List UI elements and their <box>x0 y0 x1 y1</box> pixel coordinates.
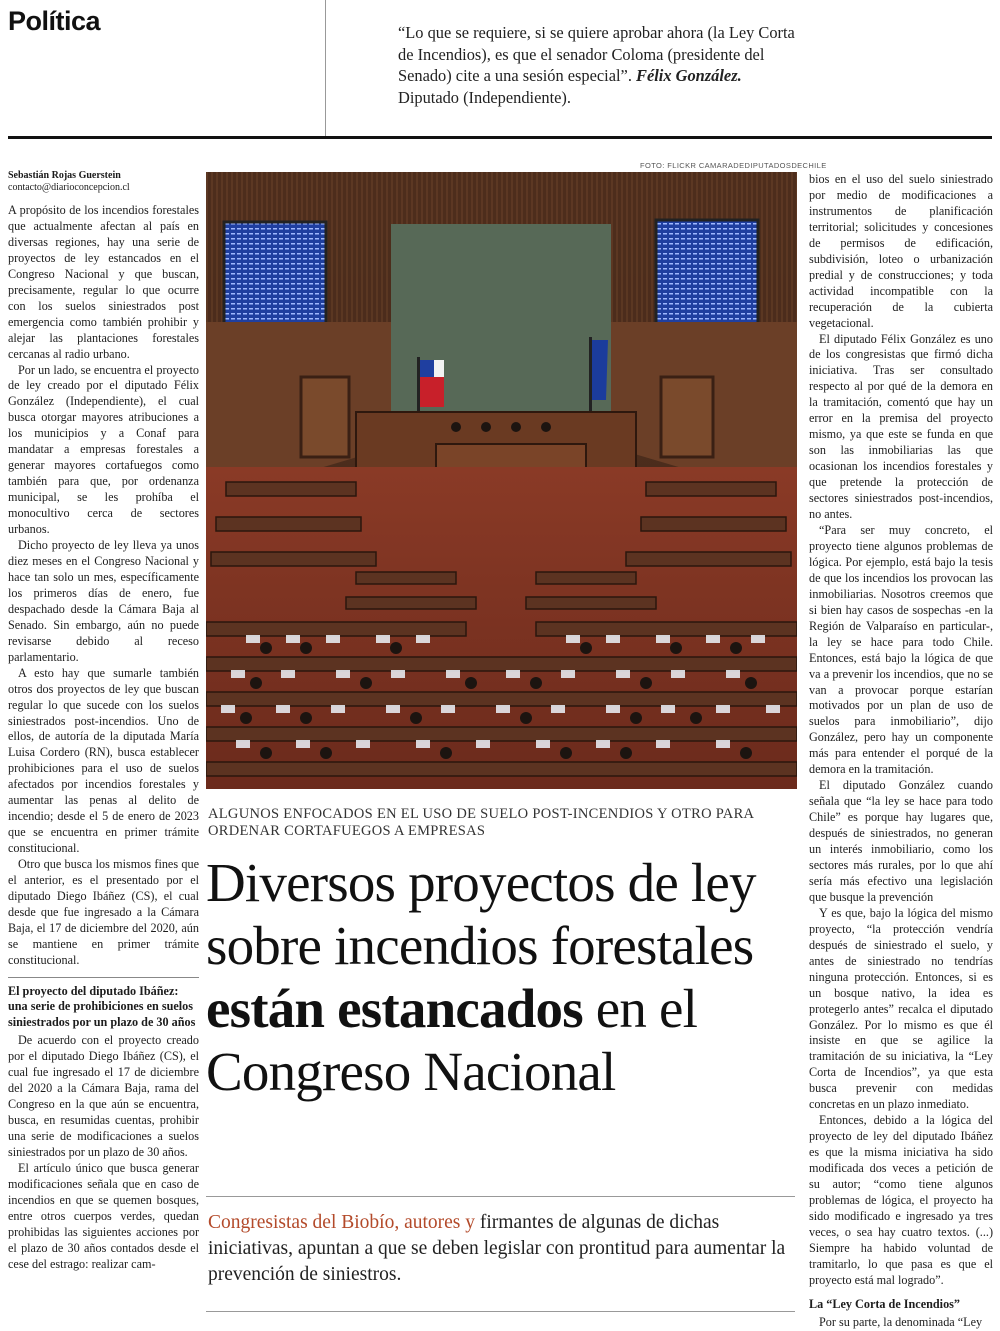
pull-quote-author: Félix González. <box>636 66 742 85</box>
pull-quote <box>398 22 798 108</box>
col1-paragraph: De acuerdo con el proyecto creado por el diputado Diego Ibáñez (CS), el cual fue ingresado el 17 de diciembre del 2020 a la Cámara Baja, rama del Congreso en la que aún se encuentra, busca, en resumidas cuentas, prohibir una serie de modificaciones a suelos siniestrados por un plazo de 30 años. <box>8 1033 199 1159</box>
col1-paragraph: Por un lado, se encuentra el proyecto de ley creado por el diputado Félix González (Independiente), el cual busca otorgar mayores atribuciones a los municipios y a Conaf para mandatar a empresas forestales a generar mayores cortafuegos como también para que, por ordenanza municipal, se les prohíba el monocultivo cerca de sectores urbanos. <box>8 362 199 537</box>
col3-paragraph: “Para ser muy concreto, el proyecto tiene algunos problemas de lógica. Por ejemplo, está bajo la tesis de que los incendios los provocan las inmobiliarias. Nosotros creemos que si bien hay casos de sospechas -en la Región de Valparaíso en particular-, la ley se hace para todo Chile. Entonces, está bajo la lógica de que va a prevenir los incendios, que no se van a provocar porque estarían motivados por un plan de uso de suelos para inmobiliario”, dijo González, pero hay un componente más para entender el porqué de la demora en la tramitación. <box>809 522 993 777</box>
pull-quote-text: “Lo que se requiere, si se quiere aprobar ahora (la Ley Corta de Incendios), es que el senador Coloma (presidente del Senado) cite a una sesión especial”. <box>398 23 795 85</box>
col3-paragraph: El diputado Félix González es uno de los congresistas que firmó dicha iniciativa. Tras ser consultado respecto al por qué de la demora en la tramitación, comentó que hay un error en la premisa del proyecto mismo, ya que este se funda en que son las inmobiliarias las que ocasionan los incendios forestales y que pretende la protección de sectores siniestrados post-incendios, no antes. <box>809 331 993 522</box>
col1-subhead: El proyecto del diputado Ibáñez: una serie de prohibiciones en suelos siniestrados por un plazo de 30 años <box>8 983 196 1029</box>
deck-bottom-rule <box>206 1311 795 1312</box>
headline <box>206 851 802 1103</box>
col1-paragraph: El artículo único que busca generar modificaciones señala que en caso de incendios en que se quemen bosques, entre otros cuerpos verdes, quedan prohibidas las siguientes acciones por el plazo de 30 años contados desde el cese del estrago: realizar cam- <box>8 1160 199 1271</box>
headline-part2: en el Congreso Nacional <box>206 978 698 1102</box>
pull-quote-role: Diputado (Independiente). <box>398 87 571 107</box>
col1-paragraph: Dicho proyecto de ley lleva ya unos diez meses en el Congreso Nacional y hace tan solo un mes, específicamente los primeros días de enero, fue despachado desde la Cámara Baja al Senado. Sin embargo, aún no puede revisarse debido al receso parlamentario. <box>8 538 199 664</box>
col3-paragraph: Entonces, debido a la lógica del proyecto de ley del diputado Ibáñez es que la misma iniciativa ha sido modificada dos veces a petición de su autor; “como tiene algunos problemas de lógica, el proyecto ha sido modificado e ingresado ya tres veces, o sea hay cuatro textos. (...) Siempre ha habido voluntad de tramitarlo, lo que pasa es que el proyecto está mal logrado”. <box>809 1113 993 1287</box>
deck-accent: Congresistas del Biobío, autores y <box>208 1212 476 1233</box>
deck-top-rule <box>206 1196 795 1197</box>
article-column-1 <box>8 203 199 1273</box>
byline <box>8 170 198 194</box>
col3-paragraph: Por su parte, la denominada “Ley <box>819 1315 983 1330</box>
col3-paragraph: El diputado González cuando señala que “la ley se hace para todo Chile” es porque hay lugares que, después de siniestrados, no generan un interés inmobiliario, como los sectores más rurales, por lo que ahí sería más efectivo una legislación que busque la prevención <box>809 778 993 904</box>
headline-part1: Diversos proyectos de ley sobre incendios forestales <box>206 852 756 976</box>
deck-rest: firmantes de algunas de dichas iniciativas, apuntan a que se deben legislar con prontitud para aumentar la prevención de siniestros. <box>208 1212 786 1285</box>
section-title: Política <box>8 6 101 36</box>
kicker: ALGUNOS ENFOCADOS EN EL USO DE SUELO POST-INCENDIOS Y OTRO PARA ORDENAR CORTAFUEGOS A EMPRESAS <box>208 806 754 839</box>
chamber-photo <box>206 172 797 789</box>
top-rule <box>8 136 992 139</box>
article-column-3 <box>809 172 993 1331</box>
byline-email[interactable]: contacto@diarioconcepcion.cl <box>8 182 130 193</box>
col1-paragraph: Otro que busca los mismos fines que el anterior, es el presentado por el diputado Diego Ibáñez (CS), el cual desde que fue ingresado a la Cámara Baja, el 17 de diciembre del 2020, aún se mantiene en primer trámite constitucional. <box>8 857 199 967</box>
col3-paragraph: Y es que, bajo la lógica del mismo proyecto, “la protección vendría después de siniestrado el suelo, y antes de siniestrado no tendrías ninguna protección. Entonces, si es un bosque nativo, la idea es protegerlo antes” recalca el diputado González. Por lo mismo es que él insiste en que se agilice la tramitación de su iniciativa, la “Ley Corta de Incendios”, ya que esta busca prevenir con medidas concretas en un plazo inmediato. <box>809 905 993 1112</box>
byline-name: Sebastián Rojas Guerstein <box>8 170 121 181</box>
col1-paragraph: A esto hay que sumarle también otros dos proyectos de ley que buscan regular lo que sucede con los suelos siniestrados post-incendios. Uno de ellos, de autoría de la diputada María Luisa Cordero (RN), busca establecer prohibiciones para el uso de suelos afectados por incendios forestales y aumentar las penas al delito de incendio; desde el 5 de enero de 2023 que se encuentra en primer trámite constitucional. <box>8 665 199 856</box>
col3-paragraph: bios en el uso del suelo siniestrado por medio de modificaciones a instrumentos de planificación territorial; solicitudes y concesiones de permisos de edificación, subdivisión, loteo o urbanización predial y de construcciones; y toda actividad incompatible con la recuperación de la cubierta vegetacional. <box>809 172 993 330</box>
col1-separator <box>8 977 199 978</box>
headline-bold: están estancados <box>206 978 583 1039</box>
deck <box>208 1210 800 1288</box>
header-divider <box>325 0 326 136</box>
photo-credit: FOTO: FLICKR CAMARADEDIPUTADOSDECHILE <box>640 161 827 170</box>
col3-subhead: La “Ley Corta de Incendios” <box>809 1296 960 1311</box>
col1-paragraph: A propósito de los incendios forestales que actualmente afectan al país en diversas regiones, hay una serie de proyectos de ley estancados en el Congreso Nacional y que buscan, precisamente, regular lo que ocurre con los suelos siniestrados post emergencia como también prohibir y alejar las plantaciones forestales cercanas al radio urbano. <box>8 203 199 361</box>
